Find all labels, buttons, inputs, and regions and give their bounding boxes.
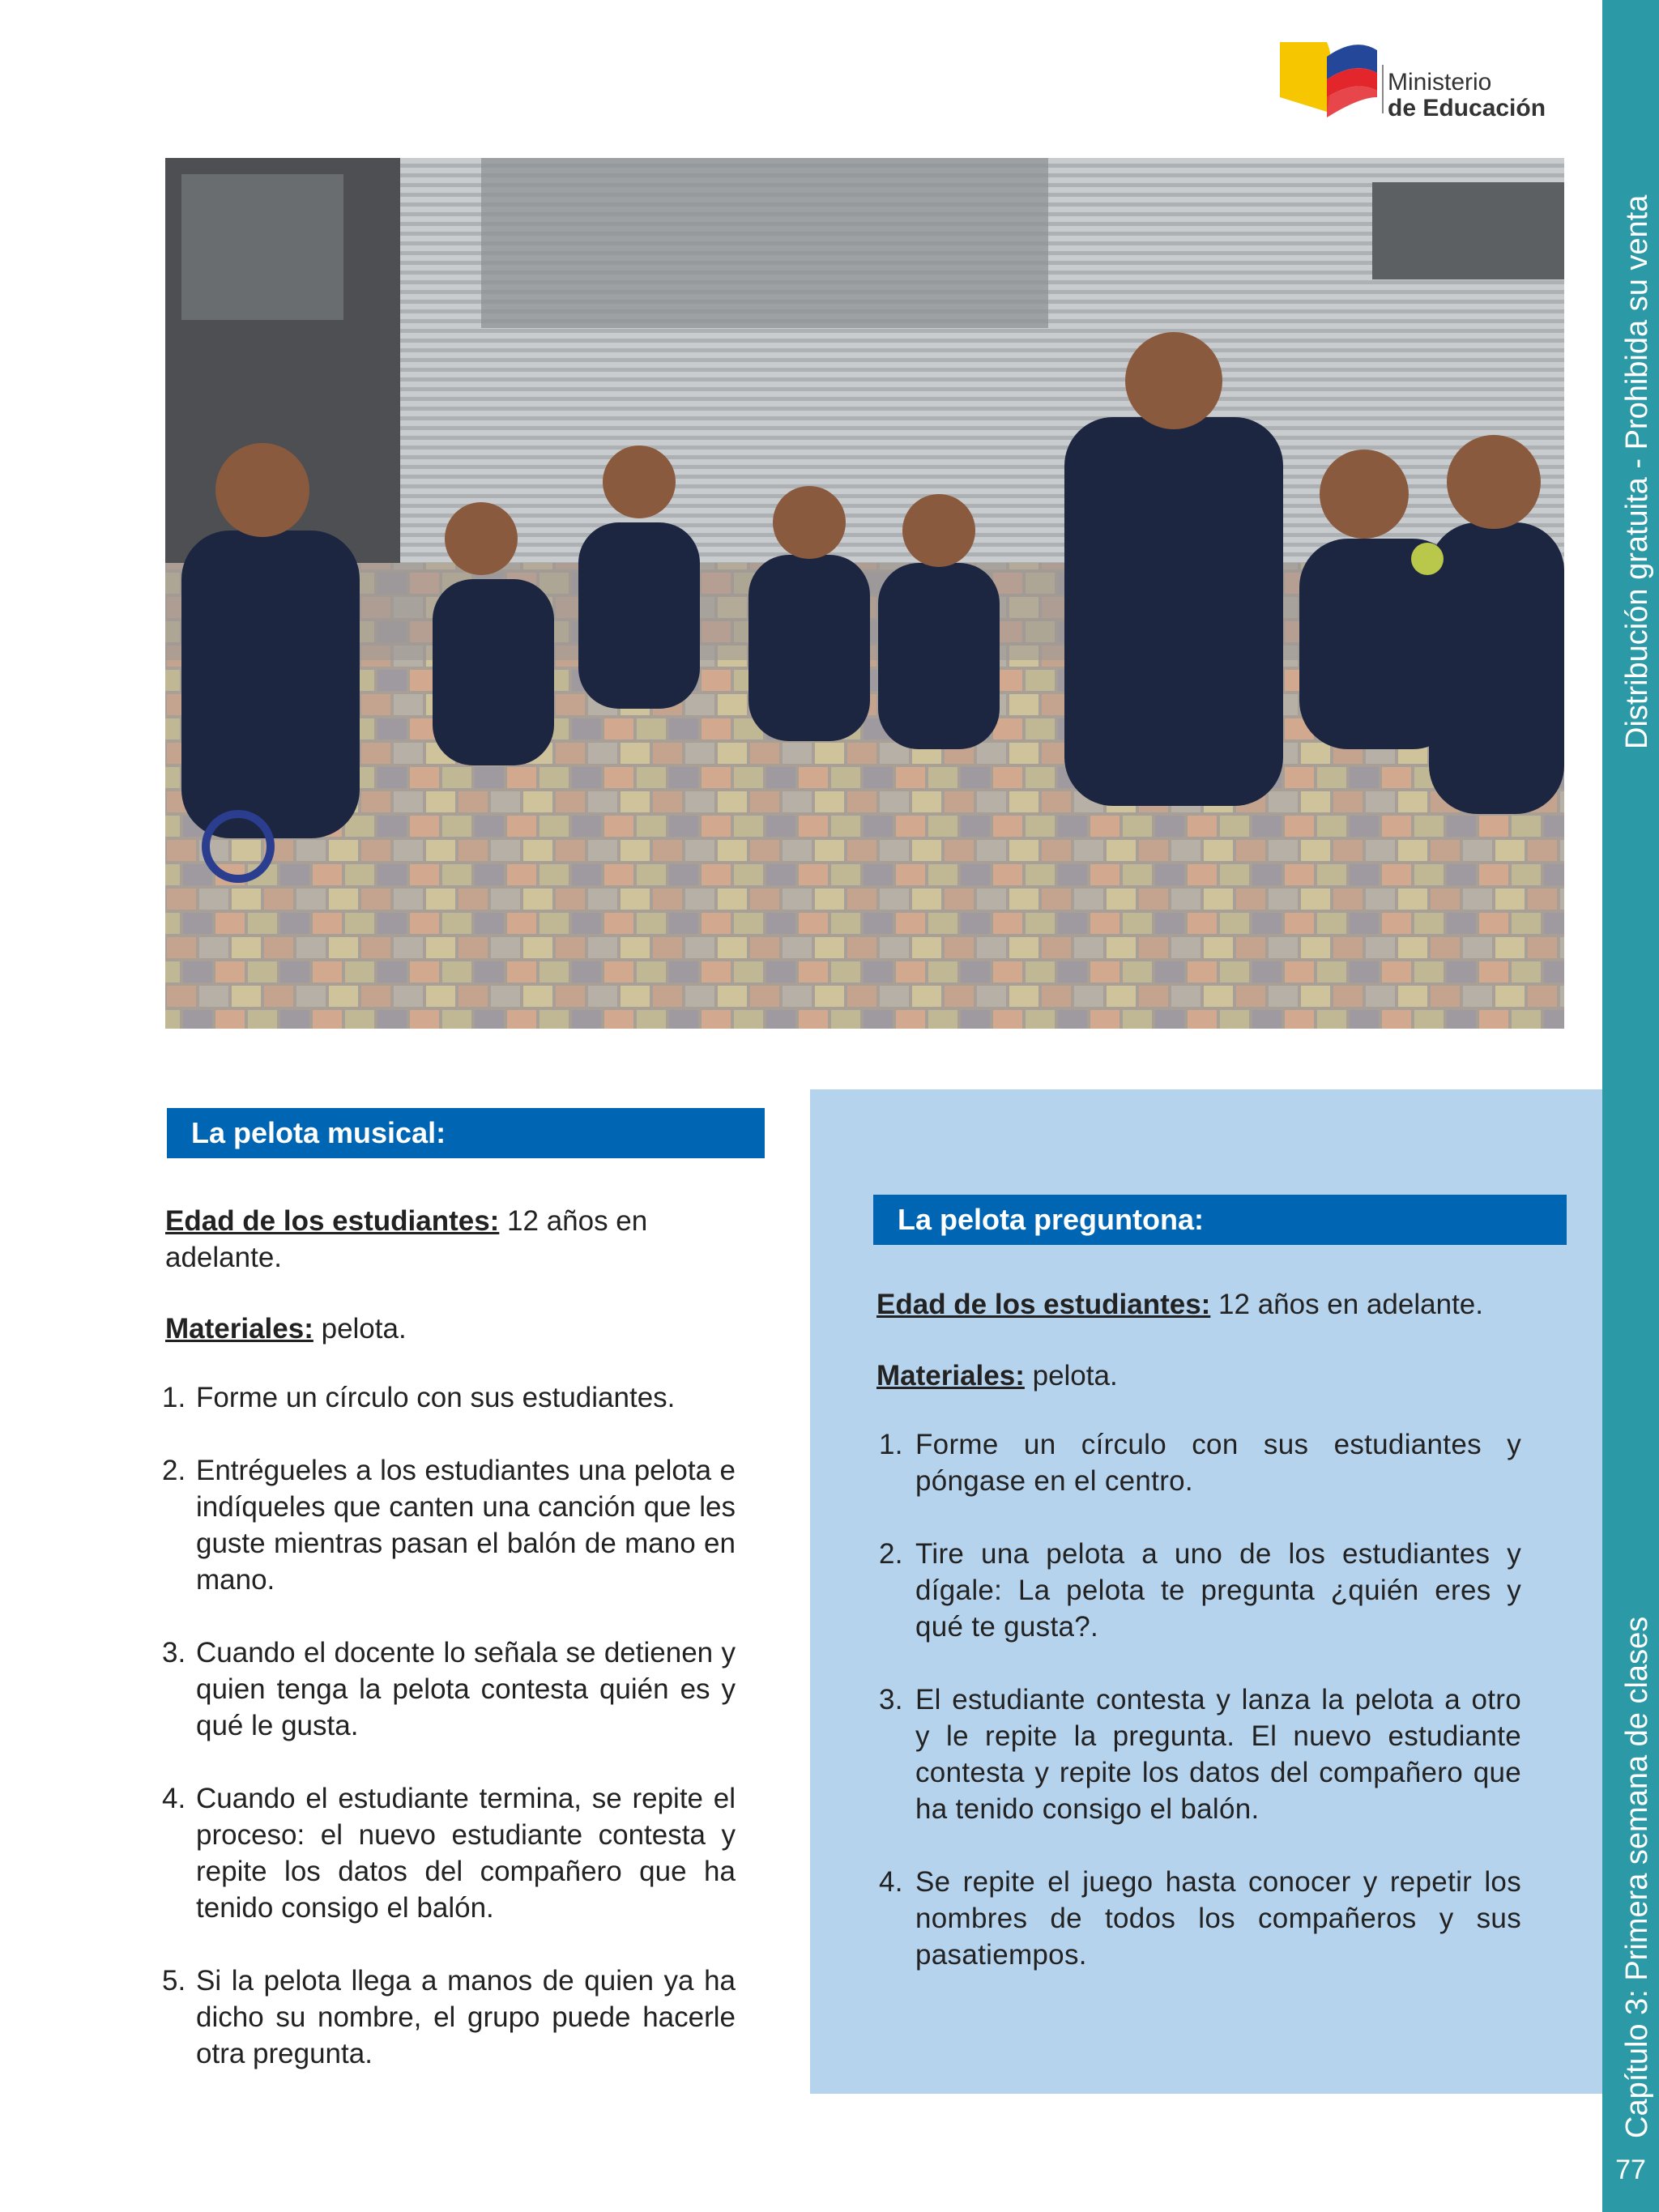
step-number: 4. xyxy=(162,1783,186,1814)
list-item xyxy=(162,1780,736,1926)
step-text: Cuando el estudiante termina, se repite el proceso: el nuevo estudiante contesta y repite los datos del compañero que ha tenido consigo el balón. xyxy=(196,1783,736,1924)
materials-label: Materiales: xyxy=(876,1360,1025,1392)
ministry-name-line2: de Educación xyxy=(1388,95,1546,121)
step-number: 3. xyxy=(162,1637,186,1669)
materials-value: pelota. xyxy=(1024,1360,1118,1392)
list-item xyxy=(162,1963,736,2072)
list-item xyxy=(876,1426,1521,1499)
ministry-name-line1: Ministerio xyxy=(1388,69,1492,96)
steps-list xyxy=(876,1426,1521,1973)
activity-title-pelota-preguntona: La pelota preguntona: xyxy=(873,1195,1567,1245)
materials-line xyxy=(876,1357,1521,1394)
step-text: El estudiante contesta y lanza la pelota a otro y le repite la pregunta. El nuevo estudiante contesta y repite los datos del compañero que ha tenido consigo el balón. xyxy=(915,1684,1521,1825)
steps-list xyxy=(162,1379,736,2072)
list-item xyxy=(162,1379,736,1416)
activity-title-pelota-musical: La pelota musical: xyxy=(167,1108,765,1158)
page-number: 77 xyxy=(1615,2154,1646,2185)
list-item xyxy=(876,1864,1521,1973)
step-text: Cuando el docente lo señala se detienen y quien tenga la pelota contesta quién es y qué le gusta. xyxy=(196,1637,736,1741)
step-number: 2. xyxy=(879,1538,903,1570)
list-item xyxy=(162,1634,736,1744)
step-number: 3. xyxy=(879,1684,903,1715)
step-number: 2. xyxy=(162,1455,186,1486)
step-number: 5. xyxy=(162,1965,186,1997)
step-number: 1. xyxy=(162,1382,186,1413)
classroom-activity-photo xyxy=(165,158,1564,1029)
age-line xyxy=(876,1286,1521,1323)
age-value: 12 años en adelante. xyxy=(1210,1289,1483,1320)
list-item xyxy=(876,1536,1521,1645)
list-item xyxy=(876,1681,1521,1827)
materials-value: pelota. xyxy=(313,1313,407,1345)
list-item xyxy=(162,1452,736,1598)
step-number: 1. xyxy=(879,1429,903,1460)
distribution-notice: Distribución gratuita - Prohibida su venta xyxy=(1620,194,1654,749)
step-text: Forme un círculo con sus estudiantes. xyxy=(196,1382,676,1413)
step-text: Forme un círculo con sus estudiantes y póngase en el centro. xyxy=(915,1429,1521,1497)
step-text: Tire una pelota a uno de los estudiantes y dígale: La pelota te pregunta ¿quién eres y qué te gusta?. xyxy=(915,1538,1521,1643)
photo-classroom-activity-icon xyxy=(165,158,1564,1029)
age-value: 12 años en adelante. xyxy=(165,1205,648,1273)
age-line xyxy=(165,1203,736,1276)
left-activity-content xyxy=(162,1203,736,2108)
age-label: Edad de los estudiantes: xyxy=(876,1289,1211,1320)
ministerio-logo xyxy=(1278,40,1554,130)
chapter-title: Capítulo 3: Primera semana de clases xyxy=(1620,1616,1654,2138)
ministry-name xyxy=(1388,70,1546,121)
step-text: Si la pelota llega a manos de quien ya ha dicho su nombre, el grupo puede hacerle otra pregunta. xyxy=(196,1965,736,2069)
materials-label: Materiales: xyxy=(165,1313,313,1345)
step-text: Se repite el juego hasta conocer y repetir los nombres de todos los compañeros y sus pasatiempos. xyxy=(915,1866,1521,1971)
step-text: Entrégueles a los estudiantes una pelota e indíqueles que canten una canción que les guste mientras pasan el balón de mano en mano. xyxy=(196,1455,736,1596)
age-label: Edad de los estudiantes: xyxy=(165,1205,500,1237)
right-activity-content xyxy=(876,1286,1521,2010)
ministry-emblem-icon xyxy=(1278,40,1384,130)
materials-line xyxy=(165,1311,736,1347)
step-number: 4. xyxy=(879,1866,903,1898)
